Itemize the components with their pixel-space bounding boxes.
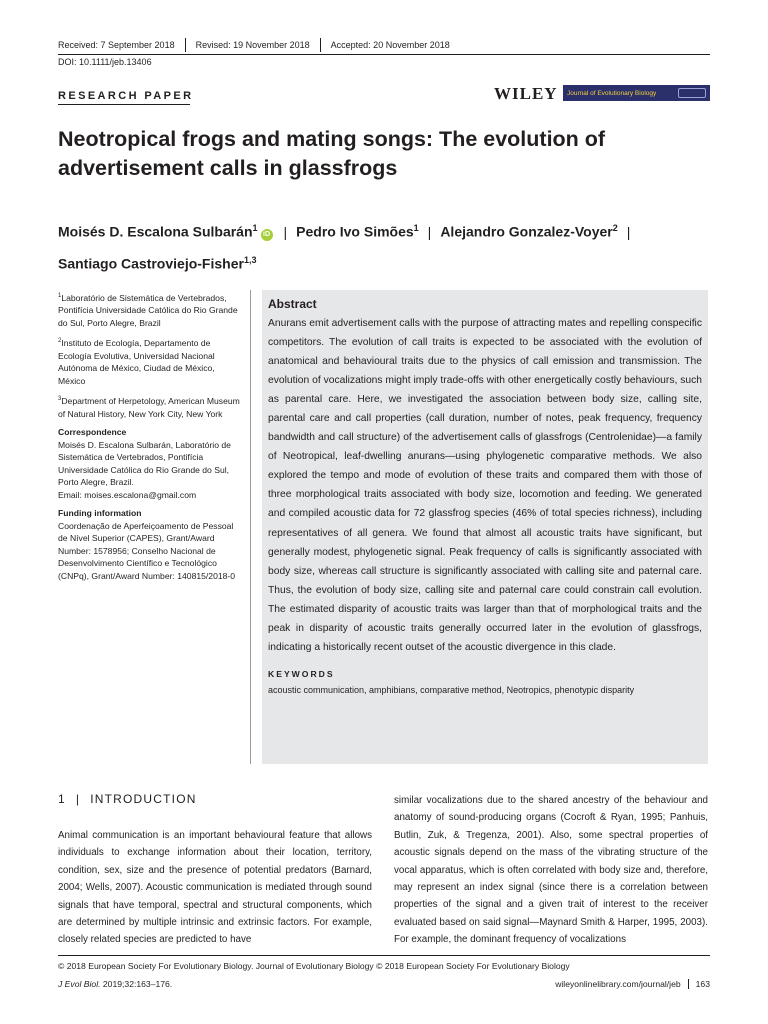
keywords-list: acoustic communication, amphibians, comparative method, Neotropics, phenotypic disparity <box>268 684 635 695</box>
correspondence-email[interactable]: Email: moises.escalona@gmail.com <box>58 489 197 500</box>
author-affiliation-mark: 1 <box>252 223 258 233</box>
footer-divider <box>58 955 710 956</box>
revised-date: Revised: 19 November 2018 <box>185 38 320 52</box>
journal-emblem-icon <box>678 88 706 98</box>
author-name: Santiago Castroviejo-Fisher <box>58 255 244 272</box>
doi[interactable]: DOI: 10.1111/jeb.13406 <box>58 57 152 67</box>
affiliation: $^2$Instituto de Ecología, Departamento de Ecología Evolutiva, Universidad Nacional Autónoma de México, Ciudad de México, México <box>58 338 215 386</box>
heading-separator: | <box>75 792 81 806</box>
body-column-left: Animal communication is an important behavioural feature that allows individuals to exchange information about their location, territory, condition, sex, size and the presence of potential predators (Barnard, 2004; Wells, 2007). Acoustic communication is mediated through sound signals that have temporal, spectral and structural components, which are determined by multiple intrinsic and extrinsic factors. For example, closely related species are predicted to have <box>58 830 372 946</box>
author-name: Alejandro Gonzalez-Voyer <box>440 223 613 240</box>
citation: J Evol Biol. 2019;32:163–176. <box>58 979 173 989</box>
author-separator: | <box>427 223 432 240</box>
copyright-line: © 2018 European Society For Evolutionary Biology. Journal of Evolutionary Biology © 2018 European Society For Evolutionary Biology <box>58 961 570 971</box>
publisher-logo: WILEY <box>494 84 558 103</box>
orcid-icon[interactable]: iD <box>261 229 273 241</box>
article-title: Neotropical frogs and mating songs: The evolution of advertisement calls in glassfrogs <box>58 127 606 180</box>
section-label-underline <box>58 104 190 105</box>
abstract-heading: Abstract <box>268 297 317 311</box>
section-label: RESEARCH PAPER <box>58 90 194 102</box>
body-column-right: similar vocalizations due to the shared ancestry of the behaviour and anatomy of sound-producing organs (Cocroft & Ryan, 1995; Panhuis, Butlin, Zuk, & Tregenza, 2001). Also, some spectral properties of acoustic signals depend on the mass of the vibrating structure of the vocal apparatus, which is often correlated with body size and, therefore, may represent an index signal (since there is a correlation between properties of the signal and a given trait of interest to the receiver evaluated based on said signal—Maynard Smith & Harper, 1995, 2003). For example, the dominant frequency of vocalizations <box>394 795 708 946</box>
author-list <box>58 214 708 277</box>
affiliation: $^1$Laboratório de Sistemática de Vertebrados, Pontifícia Universidade Católica do Rio Grande do Sul, Porto Alegre, Brazil <box>58 292 238 328</box>
column-divider <box>250 290 251 764</box>
footer <box>58 979 710 989</box>
article-dates <box>58 38 460 52</box>
author-name: Moisés D. Escalona Sulbarán <box>58 223 253 240</box>
page-number: 163 <box>688 979 710 989</box>
funding-text: Coordenação de Aperfeiçoamento de Pessoal de Nível Superior (CAPES), Grant/Award Number: 1578956; Conselho Nacional de Desenvolvimento Científico e Tecnológico (CNPq), Grant/Award Number: 140815/2018-0 <box>58 520 236 581</box>
affiliation: $^3$Department of Herpetology, American Museum of Natural History, New York City, New York <box>58 396 240 419</box>
author-affiliation-mark: 1,3 <box>243 254 257 265</box>
journal-url[interactable]: wileyonlinelibrary.com/journal/jeb <box>555 979 681 989</box>
section-number: 1 <box>58 792 66 806</box>
author-affiliation-mark: 1 <box>413 223 419 233</box>
section-title: INTRODUCTION <box>90 792 197 806</box>
author-affiliation-mark: 2 <box>612 223 618 233</box>
author-separator: | <box>283 223 288 240</box>
journal-banner-text: Journal of Evolutionary Biology <box>567 89 657 97</box>
journal-banner-logo <box>563 85 710 101</box>
footer-right <box>555 979 710 989</box>
keywords-heading: KEYWORDS <box>268 668 335 679</box>
affiliations-column <box>58 290 244 582</box>
abstract-text: Anurans emit advertisement calls with the purpose of attracting mates and repelling conspecific competitors. The evolution of call traits is expected to be associated with the evolution of anatomical and behavioural traits due to the physics of call emission and transmission. The evolution of vocalizations might imply trade-offs with other energetically costly behaviours, such as parental care. Here, we investigated the association between body size, calling site, parental care and call properties (call duration, number of notes, peak frequency, frequency bandwidth and call structure) of the advertisement calls of glassfrogs (Centrolenidae)—a family of Neotropical, leaf-dwelling anurans—using phylogenetic comparative methods. We also explored the tempo and mode of evolution of these traits and compared them with those of three morphological traits associated with body size, locomotion and feeding. We generated and compiled acoustic data for 72 glassfrog species (46% of total species richness), including representatives of all genera. We found that almost all acoustic traits have significant, but generally modest, phylogenetic signal. Peak frequency of calls is significantly associated with body size, whereas call structure is significantly associated with calling site and paternal care. Thus, the evolution of body size, calling site and paternal care could constrain call evolution. The estimated disparity of acoustic traits was larger than that of morphological traits and the peak in disparity of acoustic traits generally occurred later in the evolution of glassfrogs, indicating a historically recent outset of the acoustic divergence in this clade. <box>268 318 702 653</box>
author-name: Pedro Ivo Simões <box>296 223 414 240</box>
header-divider <box>58 54 710 55</box>
author-separator: | <box>626 223 631 240</box>
funding-heading: Funding information <box>58 508 142 519</box>
received-date: Received: 7 September 2018 <box>58 40 175 50</box>
abstract-box <box>262 290 708 764</box>
correspondence-heading: Correspondence <box>58 427 127 438</box>
accepted-date: Accepted: 20 November 2018 <box>320 38 460 52</box>
introduction-heading <box>58 792 197 806</box>
correspondence-text: Moisés D. Escalona Sulbarán, Laboratório de Sistemática de Vertebrados, Pontifícia Universidade Católica do Rio Grande do Sul, Porto Alegre, Brazil. <box>58 439 231 488</box>
